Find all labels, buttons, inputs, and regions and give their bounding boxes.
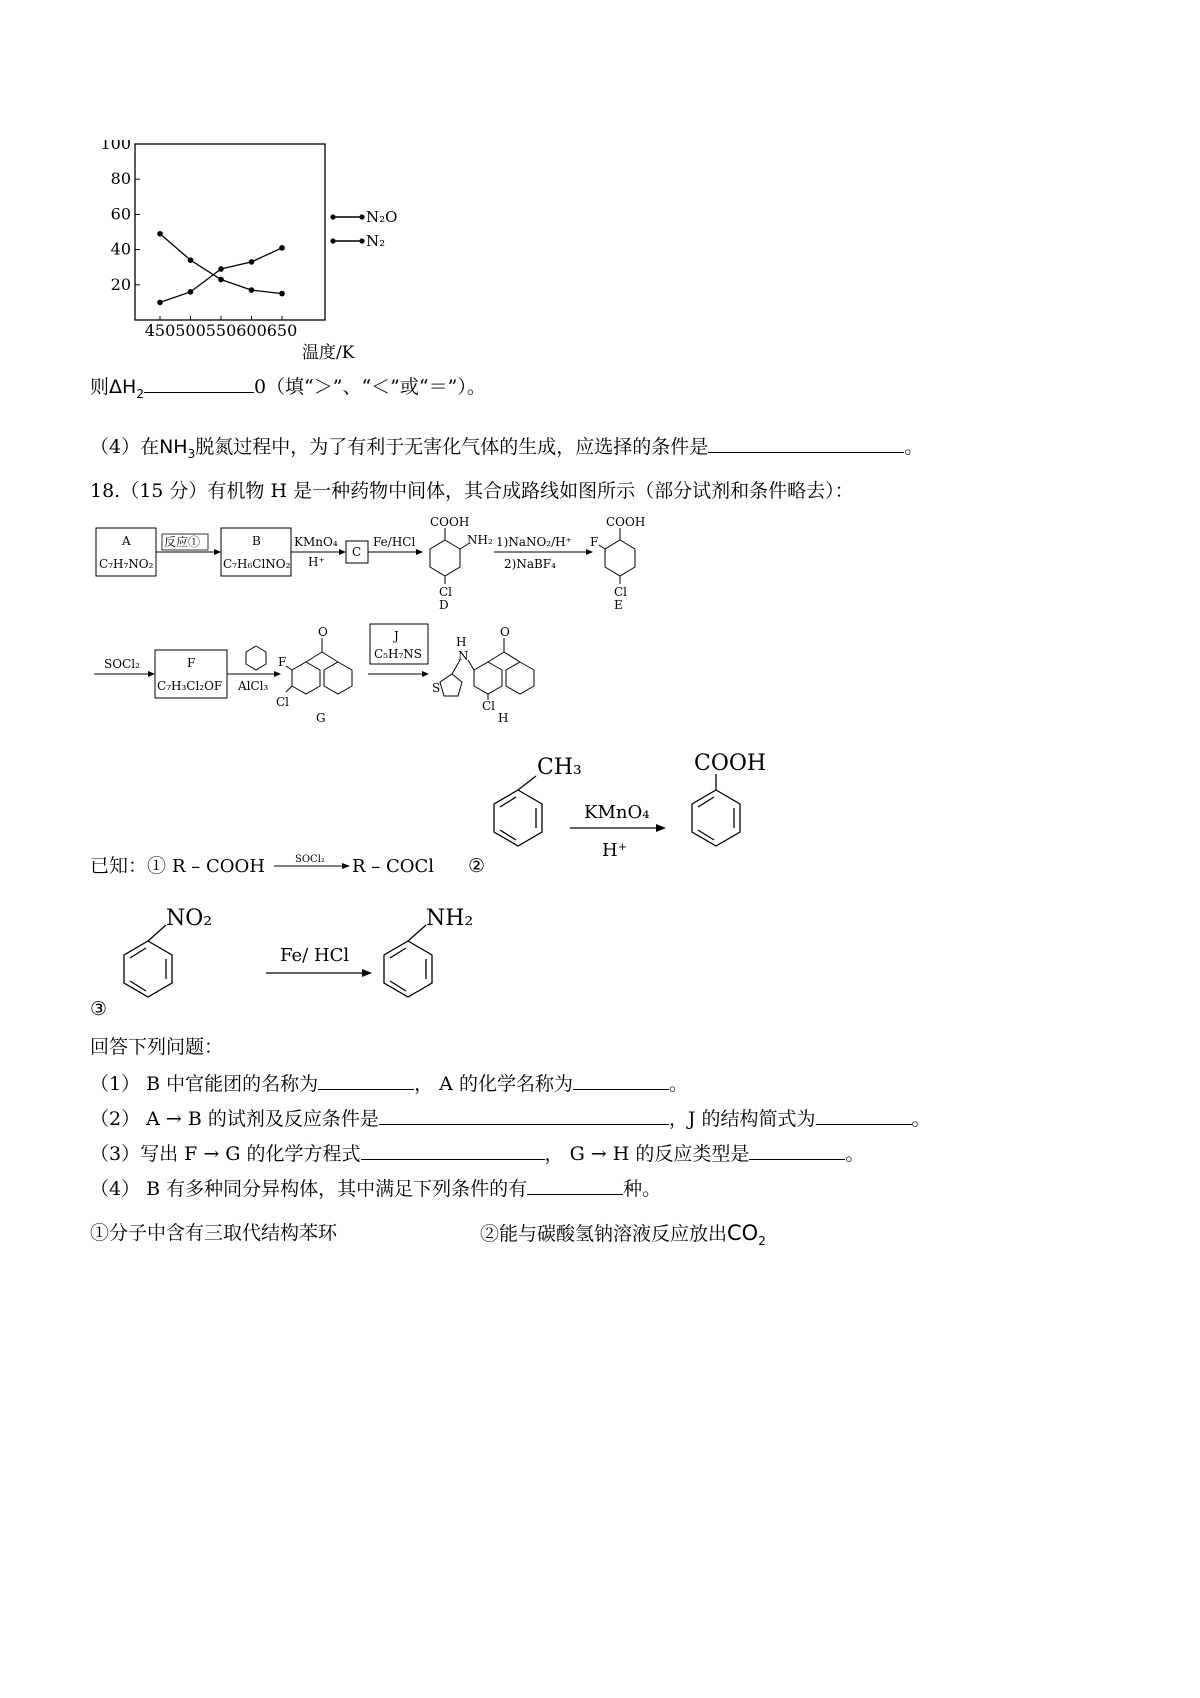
synthesis-route-row1 [90,508,670,622]
arrowhead [214,549,221,555]
eq1-reagent: SOCl₂ [295,854,325,865]
condition-1: ①分子中含有三取代结构苯环 [90,1222,338,1244]
d-cooh: COOH [430,515,470,529]
toluene-ring [494,790,542,846]
data-point-series-0 [218,277,224,283]
structure-e [599,528,635,584]
no2-label: NO₂ [166,906,213,931]
aniline-ring [384,941,432,997]
condition-2-text: ②能与碳酸氢钠溶液反应放出 [480,1223,728,1245]
circled-3: ③ [90,998,108,1020]
cooh-label: COOH [694,751,767,776]
legend-marker-n2 [330,238,335,243]
known-prefix: 已知：① [90,855,167,877]
known-svg-3 [90,895,570,1025]
g-o: O [318,625,328,639]
reagent-socl2: SOCl₂ [104,657,140,671]
y-tick-label: 80 [110,169,131,189]
bond [306,652,322,662]
x-tick-label: 500 [175,321,206,340]
label-d: D [439,598,449,612]
eq3-fehcl: Fe/ HCl [280,945,350,966]
x-tick-label: 650 [266,321,298,340]
benzene-ring-h1 [474,662,502,694]
e-cooh: COOH [606,515,646,529]
h-s: S [432,681,441,695]
q1-text-a: （1） B 中官能团的名称为 [90,1073,319,1095]
label-e: E [614,598,623,612]
toluene-inner-bond [500,830,516,840]
arrowhead [362,969,372,977]
q18-header: 18.（15 分）有机物 H 是一种药物中间体，其合成路线如图所示（部分试剂和条件略去）： [90,480,854,502]
x-tick-label: 600 [236,321,267,340]
bond [468,660,474,670]
arrowhead [656,824,666,832]
reagent-hplus: H⁺ [308,555,325,569]
instruction: 0（填“＞”、“＜”或“＝”）。 [253,376,486,398]
q2-text-b: ，J 的结构简式为 [668,1108,816,1130]
reagent-kmno4: KMnO₄ [294,535,338,549]
label-j: J [394,629,399,643]
bond [518,776,536,790]
q3-text-b: ， G → H 的反应类型是 [544,1143,750,1165]
x-axis-label: 温度/K [302,343,355,360]
legend-marker-n2o-end [359,214,364,219]
formula-f: C₇H₃Cl₂OF [157,679,223,693]
benzene-ring-d [430,540,460,576]
d-nh2: NH₂ [467,533,493,547]
legend-label-n2o: N₂O [366,208,398,226]
condition-2 [480,1220,766,1254]
label-g: G [316,711,326,725]
y-tick-label: 40 [110,239,131,259]
e-cl: Cl [614,585,628,599]
data-point-series-1 [249,259,255,265]
eq2-hplus: H⁺ [602,840,628,861]
data-point-series-1 [279,245,285,251]
arrowhead [342,863,350,869]
known-reaction-3 [90,895,570,1029]
delta-h: $\Delta H_2$ [109,376,144,401]
bond [599,545,605,549]
g-f: F [278,655,287,669]
label-a: A [122,534,131,548]
aniline-inner-bond [390,981,406,991]
benzene-ring-h2 [506,662,534,694]
structure-d [430,528,468,584]
h-h: H [456,635,467,649]
reagent-nabf4: 2)NaBF₄ [504,557,556,571]
g-cl: Cl [276,695,290,709]
temperature-line-chart [90,140,430,364]
benzene-reagent [246,646,266,670]
series-line-1 [160,248,282,303]
answer-blank-q2-j-structure[interactable] [816,1104,912,1125]
bond [488,652,504,662]
label-c: C [352,545,362,559]
q3-end: 。 [845,1143,865,1165]
plot-frame [135,144,325,320]
q2-end: 。 [911,1108,931,1130]
eq2-kmno4: KMnO₄ [584,802,650,823]
arrowhead [339,549,346,555]
bond [286,666,292,670]
benzene-ring-g2 [324,662,352,694]
known-reactions-1-2 [90,740,810,894]
reagent-nano2: 1)NaNO₂/H⁺ [496,535,572,549]
benzene-ring-g1 [292,662,320,694]
nh2-label: NH₂ [426,906,474,931]
reagent-fehcl: Fe/HCl [373,535,416,549]
prefix: 则 [90,376,110,398]
arrowhead [586,549,593,555]
nh3-formula: $NH_3$ [159,436,196,461]
q4-text: 脱氮过程中，为了有利于无害化气体的生成，应选择的条件是 [195,436,709,458]
data-point-series-0 [249,287,255,293]
answer-blank-q1-name[interactable] [573,1069,669,1090]
answer-blank-q2-conditions[interactable] [379,1104,669,1125]
h-o: O [500,625,510,639]
chart-svg [90,140,430,360]
structure-h [440,638,534,700]
legend-marker-n2o [330,214,335,219]
reaction1-label: 反应① [164,535,201,549]
answer-blank-q3-type[interactable] [749,1139,845,1160]
q4-end: 。 [904,436,924,458]
x-tick-label: 450 [144,321,176,340]
q4-end: 种。 [623,1178,662,1200]
circled-2: ② [468,855,486,877]
formula-j: C₅H₇NS [374,647,422,661]
questions-intro: 回答下列问题： [90,1036,224,1058]
y-tick-label: 100 [100,140,131,153]
thiophene-ring [440,674,462,696]
eq1-left: R – COOH [172,856,265,877]
q4-prefix: （4）在 [90,436,160,458]
nitrobenzene-ring [124,941,172,997]
reagent-alcl3: AlCl₃ [238,679,269,693]
formula-b: C₇H₆ClNO₂ [223,557,291,571]
route-row1-svg [90,508,670,618]
bond [286,686,292,692]
q4-text-a: （4） B 有多种同分异构体，其中满足下列条件的有 [90,1178,528,1200]
q1-text-b: ， A 的化学名称为 [414,1073,573,1095]
question-2 [90,1104,931,1132]
arrowhead [416,549,423,555]
data-point-series-0 [279,291,285,297]
question-3 [90,1139,864,1167]
legend [330,208,397,250]
bond [408,925,426,941]
y-tick-label: 60 [110,204,131,224]
y-tick-label: 20 [110,274,131,294]
nitro-inner-bond [130,981,146,991]
q2-text-a: （2） A → B 的试剂及反应条件是 [90,1108,379,1130]
eq1-right: R – COCl [352,856,435,877]
e-f: F [590,535,599,549]
known-svg-1 [90,740,810,890]
ch3-label: CH₃ [537,755,582,780]
d-cl: Cl [439,585,453,599]
answer-blank-q3-equation[interactable] [361,1139,545,1160]
benzoic-ring [692,790,740,846]
q3-text-a: （3）写出 F → G 的化学方程式 [90,1143,361,1165]
arrowhead [148,671,155,677]
series-line-0 [160,234,282,294]
answer-blank-q1-functional-group[interactable] [318,1069,414,1090]
structure-g [286,638,352,694]
h-cl: Cl [482,699,496,713]
data-point-series-0 [188,257,194,263]
q3-delta-h-line [90,372,486,407]
data-point-series-1 [188,289,194,295]
h-n: N [458,649,469,663]
x-tick-label: 550 [205,321,237,340]
label-b: B [252,534,261,548]
question-4 [90,1174,661,1202]
answer-blank-delta-h[interactable] [144,372,254,393]
label-f: F [187,656,196,670]
data-point-series-1 [218,266,224,272]
label-h: H [498,711,509,725]
answer-blank-q4[interactable] [708,432,904,453]
arrowhead [422,671,429,677]
bond [504,652,520,662]
data-point-series-0 [157,231,163,237]
q4-line [90,432,923,467]
legend-marker-n2-end [359,238,364,243]
bond [322,652,338,662]
benzoic-inner-bond [698,830,714,840]
route-row2-svg [90,620,590,730]
co2-formula: $CO_2$ [727,1221,766,1249]
data-point-series-1 [157,300,163,306]
answer-blank-q4-count[interactable] [527,1174,623,1195]
formula-a: C₇H₇NO₂ [99,557,154,571]
bond [148,925,166,941]
q1-end: 。 [668,1073,688,1095]
synthesis-route-row2 [90,620,590,734]
arrowhead [274,671,281,677]
benzene-ring-e [605,540,635,576]
question-1 [90,1069,688,1097]
legend-label-n2: N₂ [366,232,386,250]
